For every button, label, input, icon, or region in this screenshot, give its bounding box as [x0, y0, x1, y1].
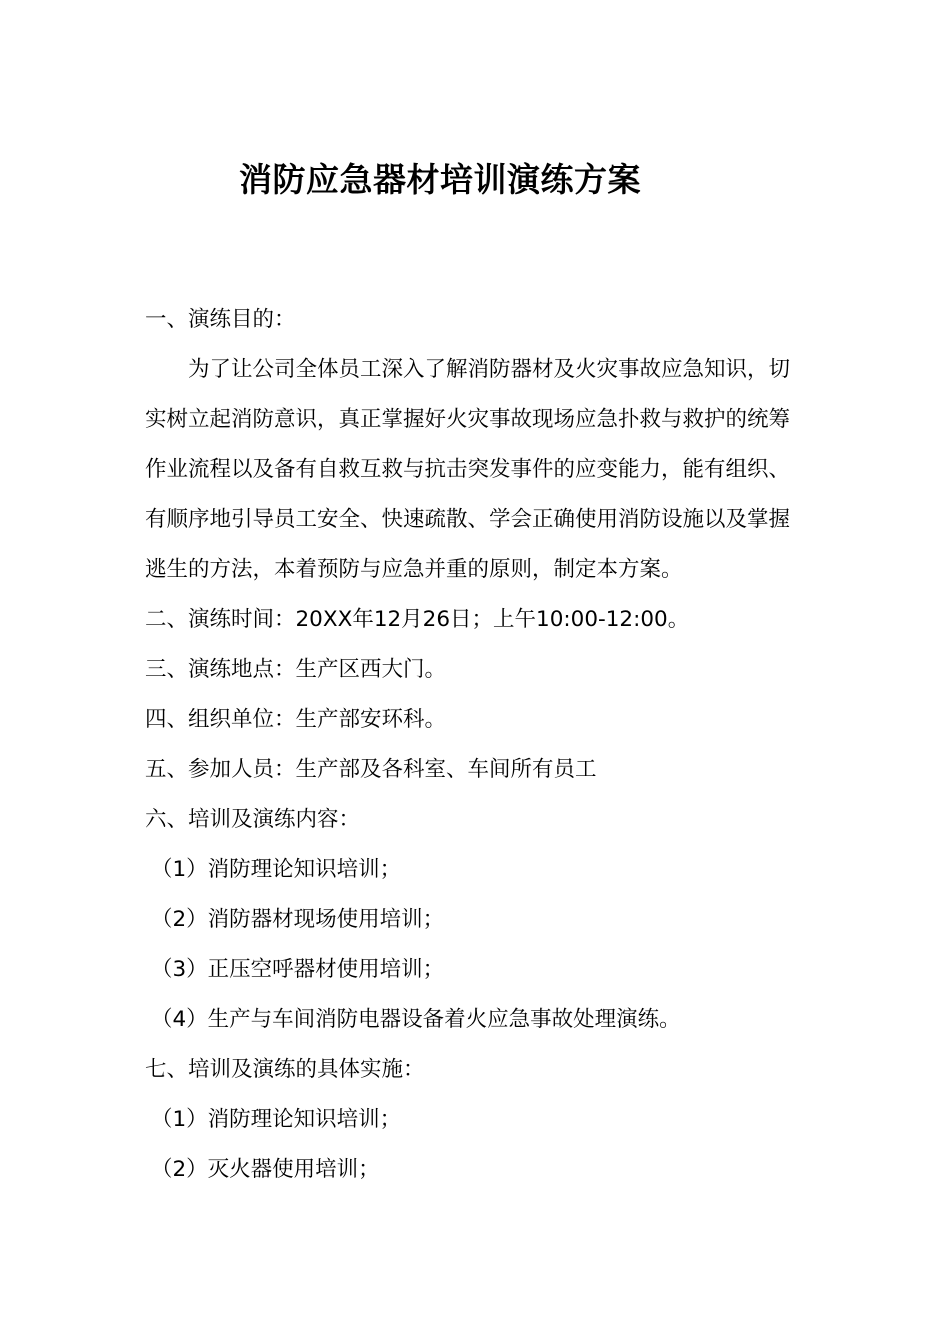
section-1-paragraph: 为了让公司全体员工深入了解消防器材及火灾事故应急知识，切实树立起消防意识，真正掌握好火灾事故现场应急扑救与救护的统筹作业流程以及备有自救互救与抗击突发事件的应变能力，能有组织、有顺序地引导员工安全、快速疏散、学会正确使用消防设施以及掌握逃生的方法，本着预防与应急并重的原则，制定本方案。	[145, 357, 791, 582]
section-2-time: 二、演练时间：20XX年12月26日；上午10:00-12:00。	[145, 607, 690, 632]
section-6-item: （4）生产与车间消防电器设备着火应急事故处理演练。	[151, 1007, 681, 1032]
section-7-item: （2）灭火器使用培训；	[151, 1157, 380, 1182]
section-6-item: （3）正压空呼器材使用培训；	[151, 957, 445, 982]
section-3-location: 三、演练地点：生产区西大门。	[145, 657, 447, 682]
section-6-heading: 六、培训及演练内容：	[145, 807, 361, 832]
section-7-heading: 七、培训及演练的具体实施：	[145, 1057, 425, 1082]
section-6-item: （1）消防理论知识培训；	[151, 857, 402, 882]
document-title: 消防应急器材培训演练方案	[239, 160, 641, 199]
section-1-heading: 一、演练目的：	[145, 307, 296, 332]
section-4-organizer: 四、组织单位：生产部安环科。	[145, 707, 447, 732]
section-5-participants: 五、参加人员：生产部及各科室、车间所有员工	[145, 757, 597, 782]
document-body	[145, 295, 810, 1195]
section-7-item: （1）消防理论知识培训；	[151, 1107, 402, 1132]
section-6-item: （2）消防器材现场使用培训；	[151, 907, 445, 932]
